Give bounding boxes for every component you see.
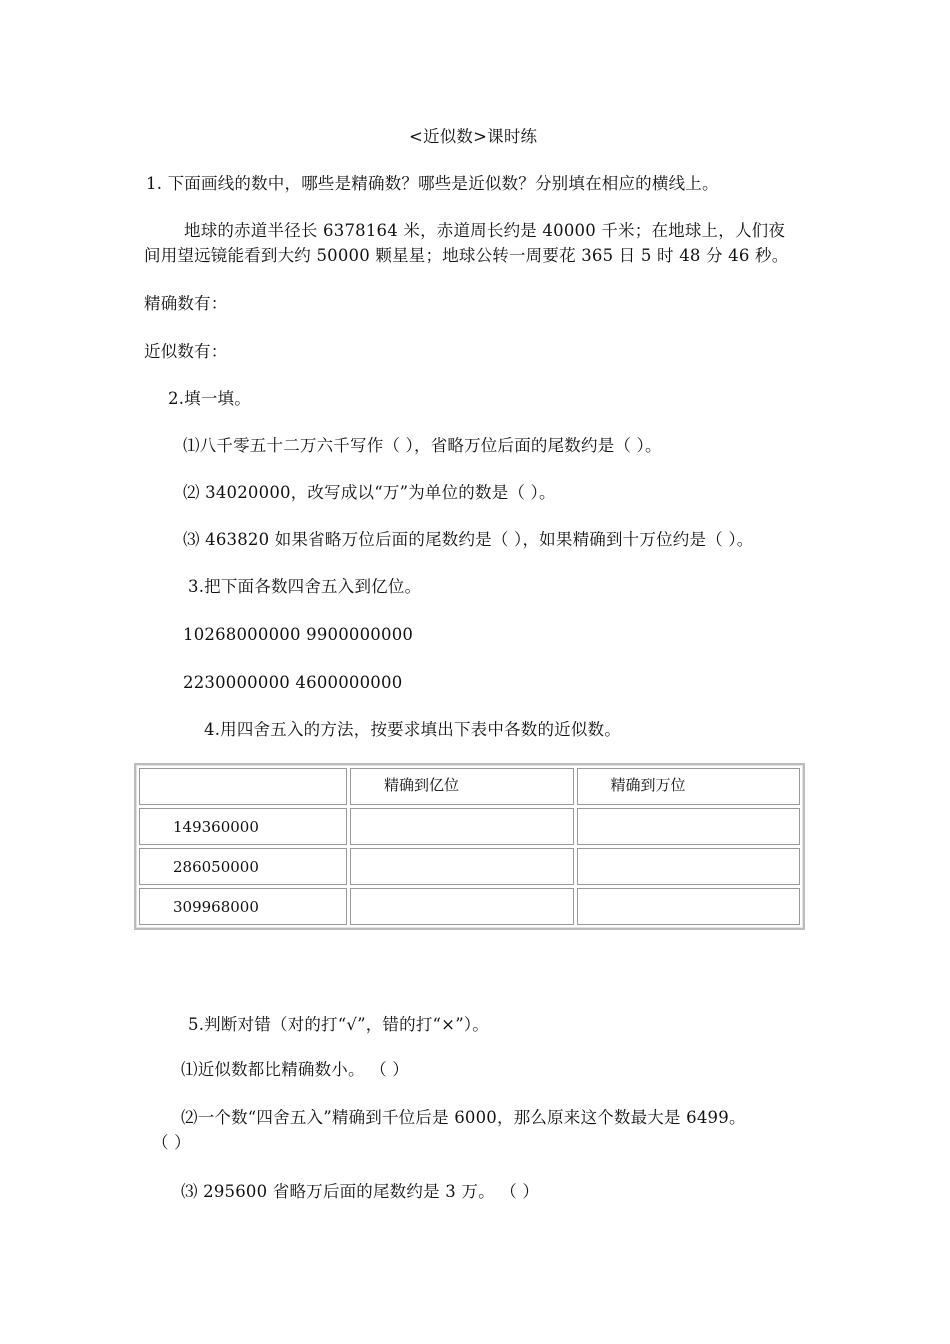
exact-numbers-label: 精确数有： xyxy=(144,294,228,313)
approximate-numbers-label: 近似数有： xyxy=(144,342,228,361)
question-3-prompt: 3.把下面各数四舍五入到亿位。 xyxy=(188,577,422,596)
table-number-cell: 149360000 xyxy=(139,808,347,845)
table-answer-cell[interactable] xyxy=(577,808,801,845)
question-4-prompt: 4.用四舍五入的方法，按要求填出下表中各数的近似数。 xyxy=(204,720,621,739)
table-row xyxy=(139,808,800,845)
question-5-prompt: 5.判断对错（对的打“√”，错的打“×”）。 xyxy=(188,1015,489,1034)
table-header-cell xyxy=(139,768,347,805)
table-answer-cell[interactable] xyxy=(577,848,801,885)
question-2-item-2: ⑵ 34020000，改写成以“万”为单位的数是（ ）。 xyxy=(183,483,556,502)
table-number-cell: 309968000 xyxy=(139,888,347,925)
table-header-cell: 精确到亿位 xyxy=(350,768,574,805)
table-header-cell: 精确到万位 xyxy=(577,768,801,805)
table-answer-cell[interactable] xyxy=(350,808,574,845)
table-number-cell: 286050000 xyxy=(139,848,347,885)
question-2-item-3: ⑶ 463820 如果省略万位后面的尾数约是（ ），如果精确到十万位约是（ ）。 xyxy=(183,530,754,549)
question-1-passage-line-2: 间用望远镜能看到大约 50000 颗星星；地球公转一周要花 365 日 5 时 48 分 46 秒。 xyxy=(144,246,789,265)
table-row xyxy=(139,888,800,925)
table-header-row xyxy=(139,768,800,805)
approximation-table xyxy=(134,763,805,930)
question-3-numbers-row-2: 2230000000 4600000000 xyxy=(183,673,403,692)
question-1-prompt: 1. 下面画线的数中，哪些是精确数？哪些是近似数？分别填在相应的横线上。 xyxy=(146,174,719,193)
question-5-item-3: ⑶ 295600 省略万后面的尾数约是 3 万。 （ ） xyxy=(181,1182,540,1201)
page-title: <近似数>课时练 xyxy=(409,127,538,146)
question-2-prompt: 2.填一填。 xyxy=(168,389,251,408)
question-5-item-2: ⑵一个数“四舍五入”精确到千位后是 6000，那么原来这个数最大是 6499。 xyxy=(181,1108,746,1127)
question-3-numbers-row-1: 10268000000 9900000000 xyxy=(183,625,414,644)
table-row xyxy=(139,848,800,885)
question-1-passage-line-1: 地球的赤道半径长 6378164 米，赤道周长约是 40000 千米；在地球上，人们夜 xyxy=(184,221,786,240)
question-5-item-1: ⑴近似数都比精确数小。 （ ） xyxy=(181,1060,409,1079)
table-answer-cell[interactable] xyxy=(577,888,801,925)
table-answer-cell[interactable] xyxy=(350,888,574,925)
question-2-item-1: ⑴八千零五十二万六千写作（ ），省略万位后面的尾数约是（ ）。 xyxy=(183,436,662,455)
question-5-item-2-answer-bracket: （ ） xyxy=(152,1133,191,1152)
table-answer-cell[interactable] xyxy=(350,848,574,885)
